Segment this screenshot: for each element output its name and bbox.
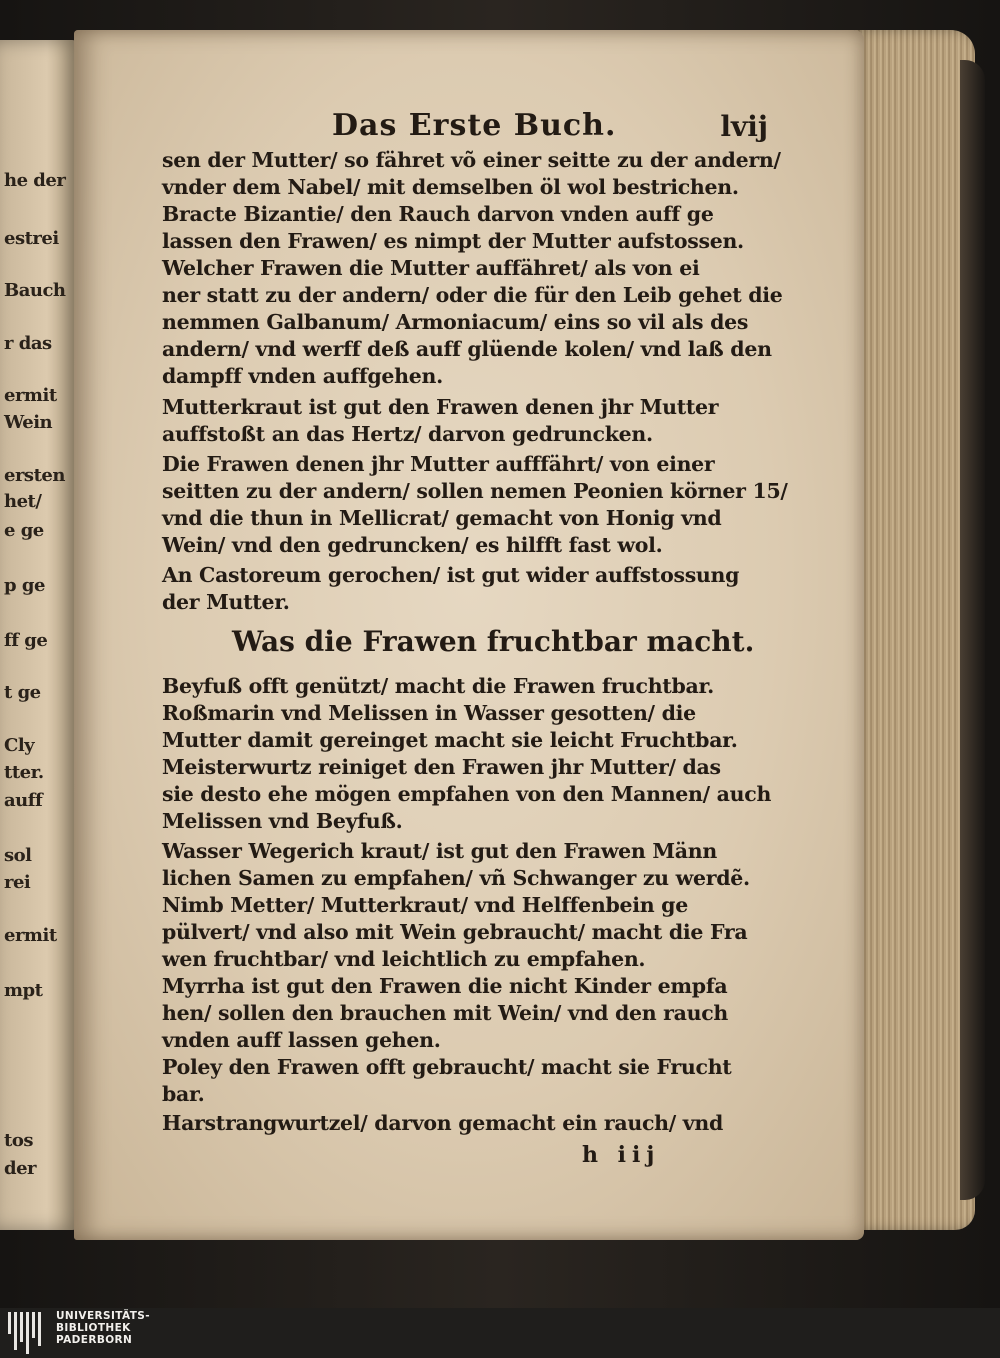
text-line: Wein/ vnd den gedruncken/ es hilfft fast wol. [162, 533, 663, 557]
left-fragment: Bauch [4, 280, 66, 301]
text-line: lichen Samen zu empfahen/ vñ Schwanger zu werdẽ. [162, 866, 750, 890]
section-heading: Was die Frawen fruchtbar macht. [232, 625, 755, 658]
text-line: Welcher Frawen die Mutter auffähret/ als von ei [162, 256, 700, 280]
text-line: dampff vnden auffgehen. [162, 364, 443, 388]
text-line: Wasser Wegerich kraut/ ist gut den Frawen Männ [162, 839, 717, 863]
left-fragment: auff [4, 790, 43, 811]
text-line: Meisterwurtz reiniget den Frawen jhr Mutter/ das [162, 755, 721, 779]
text-line: Roßmarin vnd Melissen in Wasser gesotten/ die [162, 701, 696, 725]
text-line: andern/ vnd werff deß auff glüende kolen/ vnd laß den [162, 337, 772, 361]
left-fragment: rei [4, 872, 31, 893]
signature-mark: h iij [582, 1142, 661, 1168]
text-line: Mutterkraut ist gut den Frawen denen jhr Mutter [162, 395, 719, 419]
cover-edge [960, 60, 985, 1200]
text-line: vnd die thun in Mellicrat/ gemacht von Honig vnd [162, 506, 722, 530]
left-fragment: ersten [4, 465, 65, 486]
left-fragment: Cly [4, 735, 35, 756]
library-footer [0, 1308, 1000, 1358]
left-fragment: het/ [4, 491, 42, 512]
text-line: bar. [162, 1082, 205, 1106]
left-fragment: sol [4, 845, 32, 866]
text-line: An Castoreum gerochen/ ist gut wider auffstossung [162, 563, 740, 587]
text-line: seitten zu der andern/ sollen nemen Peonien körner 15/ [162, 479, 788, 503]
text-line: nemmen Galbanum/ Armoniacum/ eins so vil als des [162, 310, 749, 334]
left-fragment: he der [4, 170, 66, 191]
left-fragment: estrei [4, 228, 59, 249]
text-line: ner statt zu der andern/ oder die für den Leib gehet die [162, 283, 783, 307]
logo-line: PADERBORN [56, 1334, 133, 1346]
logo-line: UNIVERSITÄTS- [56, 1310, 151, 1322]
text-line: Harstrangwurtzel/ darvon gemacht ein rauch/ vnd [162, 1111, 724, 1135]
text-line: vnder dem Nabel/ mit demselben öl wol bestrichen. [162, 175, 739, 199]
text-line: sie desto ehe mögen empfahen von den Mannen/ auch [162, 782, 772, 806]
left-fragment: ermit [4, 925, 57, 946]
left-fragment: e ge [4, 520, 44, 541]
text-line: Myrrha ist gut den Frawen die nicht Kinder empfa [162, 974, 728, 998]
text-line: hen/ sollen den brauchen mit Wein/ vnd den rauch [162, 1001, 729, 1025]
text-line: Beyfuß offt genützt/ macht die Frawen fruchtbar. [162, 674, 714, 698]
text-line: pülvert/ vnd also mit Wein gebraucht/ macht die Fra [162, 920, 748, 944]
text-line: vnden auff lassen gehen. [162, 1028, 441, 1052]
left-fragment: tter. [4, 762, 44, 783]
left-fragment: p ge [4, 575, 45, 596]
left-fragment: r das [4, 333, 52, 354]
text-line: sen der Mutter/ so fähret võ einer seitte zu der andern/ [162, 148, 781, 172]
page-edges [855, 30, 975, 1230]
text-line: Die Frawen denen jhr Mutter aufffährt/ von einer [162, 452, 715, 476]
text-line: Nimb Metter/ Mutterkraut/ vnd Helffenbein ge [162, 893, 688, 917]
text-line: Mutter damit gereinget macht sie leicht Fruchtbar. [162, 728, 738, 752]
left-fragment: ff ge [4, 630, 48, 651]
left-fragment: ermit [4, 385, 57, 406]
logo-line: BIBLIOTHEK [56, 1322, 131, 1334]
left-fragment: mpt [4, 980, 43, 1001]
text-line: Melissen vnd Beyfuß. [162, 809, 403, 833]
folio-number: lvij [720, 110, 768, 143]
text-line: der Mutter. [162, 590, 290, 614]
left-fragment: der [4, 1158, 37, 1179]
running-head: Das Erste Buch. [332, 108, 617, 143]
left-fragment: Wein [4, 412, 53, 433]
text-line: wen fruchtbar/ vnd leichtlich zu empfahen. [162, 947, 646, 971]
text-line: lassen den Frawen/ es nimpt der Mutter aufstossen. [162, 229, 744, 253]
text-line: Bracte Bizantie/ den Rauch darvon vnden auff ge [162, 202, 714, 226]
text-line: Poley den Frawen offt gebraucht/ macht sie Frucht [162, 1055, 732, 1079]
left-fragment: t ge [4, 682, 41, 703]
left-fragment: tos [4, 1130, 33, 1151]
text-line: auffstoßt an das Hertz/ darvon gedruncken. [162, 422, 653, 446]
library-logo-text [56, 1310, 150, 1346]
left-page [0, 40, 78, 1230]
